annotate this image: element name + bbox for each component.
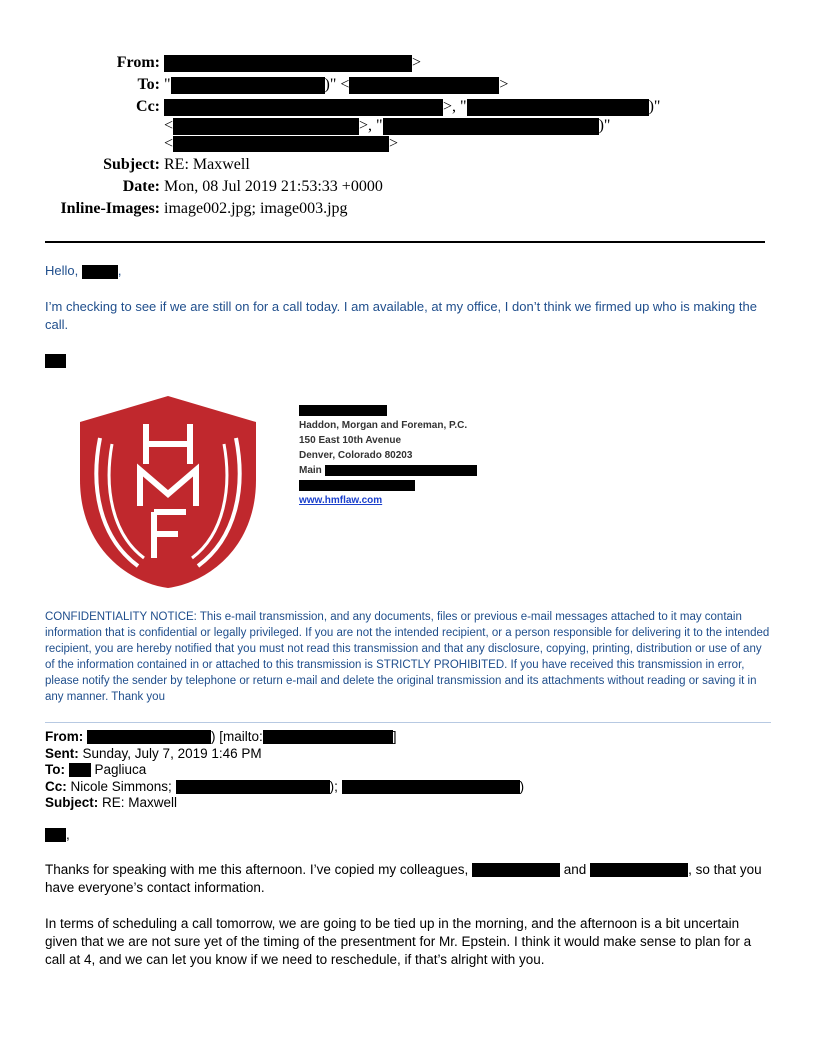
fwd-cc: Cc: Nicole Simmons; ); ) <box>45 778 525 794</box>
redaction-box <box>173 118 359 135</box>
redaction-box <box>263 730 393 744</box>
redaction-box <box>45 828 66 842</box>
fwd-subject: Subject: RE: Maxwell <box>45 795 178 810</box>
redaction-box <box>349 77 499 94</box>
confidentiality-notice: CONFIDENTIALITY NOTICE: This e-mail transmission, and any documents, files or previous e-mail messages attached to it may contain information that is confidential or legally privileged. If you are not the intended recipient, or a person responsible for delivering it to the intended recipient, you are hereby notified that you must not read this transmission and that any disclosure, copying, printing, distribution or use of any of the information contained in or attached to this transmission is STRICTLY PROHIBITED. If you have received this transmission in error, please notify the sender by telephone or return e-mail and delete the original transmission and its attachments without reading or saving it in any manner. Thank you <box>45 611 770 703</box>
subject-value: RE: Maxwell <box>164 156 250 173</box>
redaction-box <box>590 863 688 877</box>
redaction-box <box>299 480 415 491</box>
redaction-box <box>69 763 91 777</box>
redaction-box <box>342 780 520 794</box>
redaction-box <box>299 405 387 416</box>
forward-divider <box>45 722 771 723</box>
greeting: Hello, , <box>45 263 122 278</box>
cc-line-2: < >, " )" <box>164 117 611 134</box>
inline-images-label: Inline-Images: <box>60 200 160 217</box>
message-body: I’m checking to see if we are still on for a call today. I am available, at my office, I don’t think we firmed up who is making the call. <box>45 299 757 332</box>
inline-images-value: image002.jpg; image003.jpg <box>164 200 348 217</box>
fwd-paragraph-2: In terms of scheduling a call tomorrow, we are going to be tied up in the morning, and the afternoon is a bit uncertain given that we are not sure yet of the timing of the presentment for Mr. Epstein. I think it would make sense to plan for a call at 4, and we can let you know if we need to reschedule, if that’s alright with you. <box>45 916 752 967</box>
firm-website-link[interactable]: www.hmflaw.com <box>299 495 383 506</box>
from-value: > <box>164 54 421 72</box>
header-divider <box>45 241 765 243</box>
redaction-box <box>87 730 211 744</box>
redaction-box <box>45 354 66 368</box>
redaction-box <box>467 99 649 116</box>
forwarded-header <box>45 729 785 812</box>
fwd-from: From: ) [mailto: ] <box>45 729 397 744</box>
from-label: From: <box>116 54 160 71</box>
redaction-box <box>472 863 560 877</box>
redaction-box <box>164 99 443 116</box>
cc-label: Cc: <box>136 98 160 115</box>
date-label: Date: <box>122 178 160 195</box>
redaction-box <box>176 780 330 794</box>
redaction-box <box>173 136 389 152</box>
cc-line-1: >, " )" <box>164 98 660 116</box>
redaction-box <box>164 55 412 72</box>
redaction-box <box>325 465 477 476</box>
address-line-2: Denver, Colorado 80203 <box>299 450 413 461</box>
cc-line-3: < > <box>164 135 399 152</box>
firm-logo <box>60 388 276 590</box>
subject-label: Subject: <box>103 156 160 173</box>
fwd-paragraph-1: Thanks for speaking with me this afternoon. I’ve copied my colleagues, and , so that you have everyone’s contact information. <box>45 862 762 895</box>
date-value: Mon, 08 Jul 2019 21:53:33 +0000 <box>164 178 383 195</box>
firm-name: Haddon, Morgan and Foreman, P.C. <box>299 420 468 431</box>
fwd-to: To: Pagliuca <box>45 762 147 777</box>
to-value: " )" < > <box>164 76 509 93</box>
redaction-box <box>82 265 118 279</box>
main-phone: Main <box>299 463 477 478</box>
to-label: To: <box>137 76 160 93</box>
fwd-sent: Sent: Sunday, July 7, 2019 1:46 PM <box>45 745 262 761</box>
redaction-box <box>383 118 599 135</box>
address-line-1: 150 East 10th Avenue <box>299 435 402 446</box>
fwd-salutation: , <box>45 826 70 844</box>
redaction-box <box>171 77 325 94</box>
